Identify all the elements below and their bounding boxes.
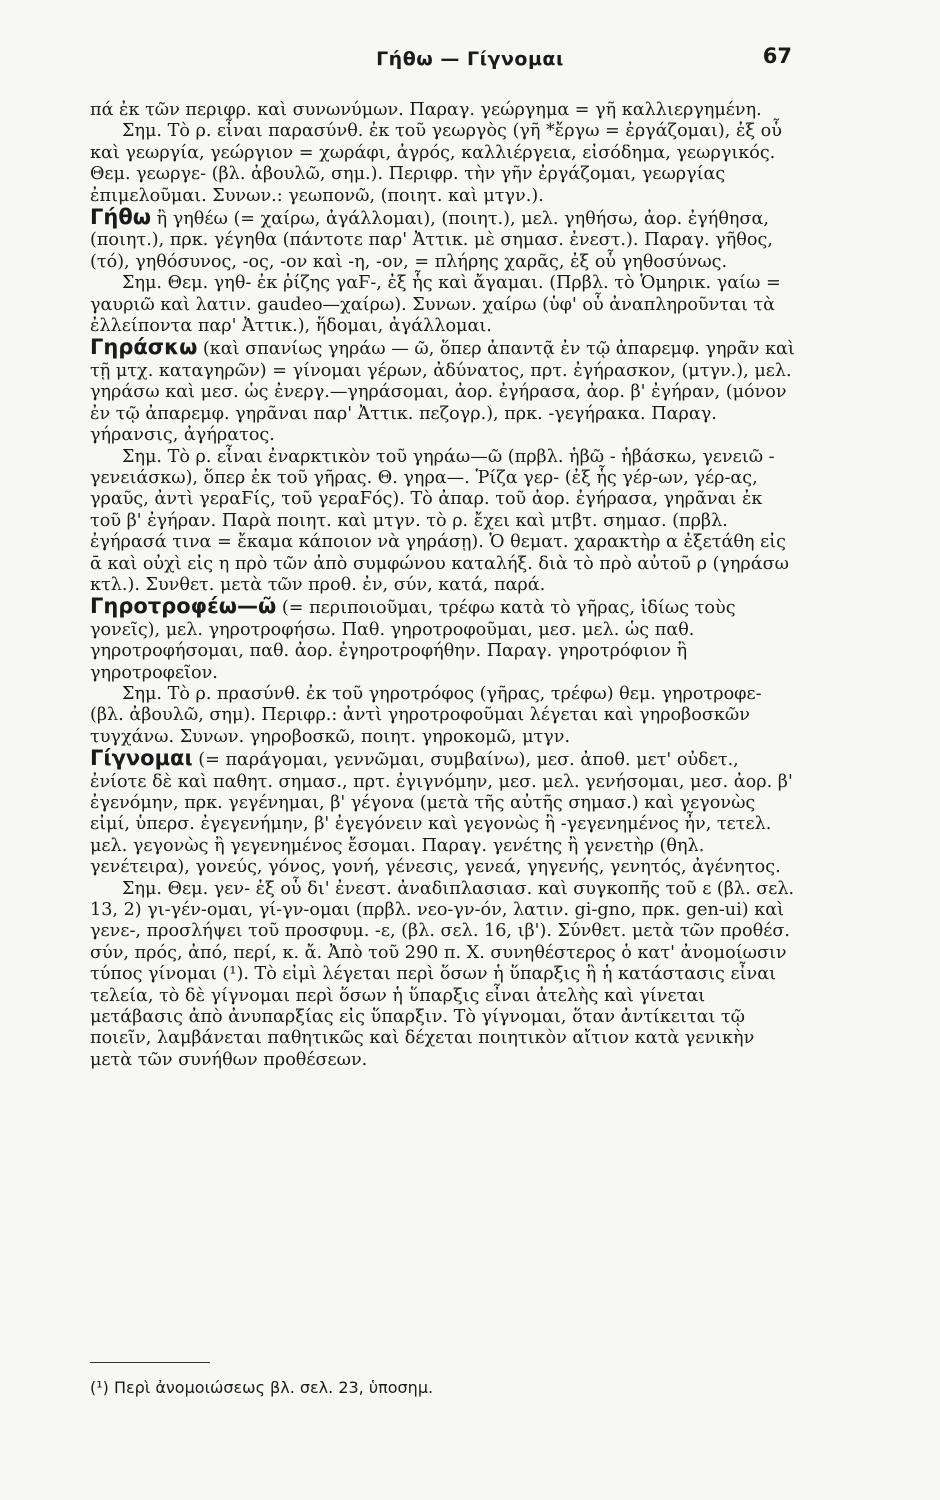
entry-githo [90, 207, 798, 273]
footnote: (¹) Περὶ ἀνομοιώσεως βλ. σελ. 23, ὑποσημ. [90, 1378, 434, 1397]
note-paragraph: Σημ. Θεμ. γεν- ἐξ οὗ δι' ἐνεστ. ἀναδιπλασιασ. καὶ συγκοπῆς τοῦ ε (βλ. σελ. 13, 2) γι-γέν-ομαι, γί-γν-ομαι (πρβλ. νεο-γν-όν, λατιν. gi-gno, πρκ. gen-ui) καὶ γενε-, προσλήψει τοῦ προσφυμ. -ε, (βλ. σελ. 16, ιβ'). Σύνθετ. μετὰ τῶν προθέσ. σύν, πρός, ἀπό, περί, κ. ἄ. Ἀπὸ τοῦ 290 π. Χ. συνηθέστερος ὁ κατ' ἀνομοίωσιν τύπος γίνομαι (¹). Τὸ εἰμὶ λέγεται περὶ ὅσων ἡ ὕπαρξις ἢ ἡ κατάστασις εἶναι τελεία, τὸ δὲ γίγνομαι περὶ ὅσων ἡ ὕπαρξις εἶναι ἀτελὴς καὶ γίνεται μετάβασις ἀπὸ ἀνυπαρξίας εἰς ὕπαρξιν. Τὸ γίγνομαι, ὅταν ἀντίκειται τῷ ποιεῖν, λαμβάνεται παθητικῶς καὶ δέχεται ποιητικὸν αἴτιον κατὰ γενικὴν μετὰ τῶν συνήθων προθέσεων. [90, 878, 795, 1070]
entry-geraskō [90, 337, 798, 446]
entry-text: (= παράγομαι, γεννῶμαι, συμβαίνω), μεσ. ἀποθ. μετ' οὐδετ., ἐνίοτε δὲ καὶ παθητ. σημασ., πρτ. ἐγιγνόμην, μεσ. μελ. γενήσομαι, μεσ. ἀορ. β' ἐγενόμην, πρκ. γεγένημαι, β' γέγονα (μετὰ τῆς αὐτῆς σημασ.) καὶ γεγονὼς εἰμί, ὑπερσ. ἐγεγενήμην, β' ἐγεγόνειν καὶ γεγονὼς ἢ -γεγενημένος ἦν, τετελ. μελ. γεγονὼς ἢ γεγενημένος ἔσομαι. Παραγ. γενέτης ἢ γενετὴρ (θηλ. γενέτειρα), γονεύς, γόνος, γονή, γένεσις, γενεά, γηγενής, γενητός, ἀγένητος. [90, 750, 793, 878]
entry-continuation: πά ἐκ τῶν περιφρ. καὶ συνωνύμων. Παραγ. γεώργημα = γῆ καλλιεργημένη. [90, 100, 762, 120]
note-paragraph: Σημ. Τὸ ρ. εἶναι ἐναρκτικὸν τοῦ γηράω—ῶ (πρβλ. ἡβῶ - ἡβάσκω, γενειῶ - γενειάσκω), ὅπερ ἐκ τοῦ γῆρας. Θ. γηρα—. Ῥίζα γερ- (ἐξ ἧς γέρ-ων, γέρ-ας, γραῦς, ἀντὶ γεραϜίς, τοῦ γεραϜός). Τὸ ἀπαρ. τοῦ ἀορ. ἐγήρασα, γηρᾶναι ἐκ τοῦ β' ἐγήραν. Παρὰ ποιητ. καὶ μτγν. τὸ ρ. ἔχει καὶ μτβτ. σημασ. (πρβλ. ἐγήρασά τινα = ἔκαμα κάποιον νὰ γηράσῃ). Ὁ θεματ. χαρακτὴρ α ἐξετάθη εἰς ᾱ καὶ οὐχὶ εἰς η πρὸ τῶν ἀπὸ συμφώνου καταλήξ. διὰ τὸ πρὸ αὐτοῦ ρ (γηράσω κτλ.). Συνθετ. μετὰ τῶν προθ. ἐν, σύν, κατά, παρά. [90, 446, 789, 595]
headword: Γηράσκω [90, 335, 198, 360]
page-number: 67 [762, 44, 792, 68]
entry-text: ἢ γηθέω (= χαίρω, ἀγάλλομαι), (ποιητ.), μελ. γηθήσω, ἀορ. ἐγήθησα, (ποιητ.), πρκ. γέγηθα (πάντοτε παρ' Ἀττικ. μὲ σημασ. ἐνεστ.). Παραγ. γῆθος, (τό), γηθόσυνος, -ος, -ον καὶ -η, -ον, = πλήρης χαρᾶς, ἐξ οὗ γηθοσύνως. [90, 209, 773, 272]
footnote-divider [90, 1362, 210, 1363]
page-body [90, 100, 798, 1071]
headword: Γηροτροφέω—ῶ [90, 594, 277, 619]
page-header [0, 44, 940, 76]
note-paragraph: Σημ. Θεμ. γηθ- ἐκ ῥίζης γαϜ-, ἐξ ἧς καὶ ἄγαμαι. (Πρβλ. τὸ Ὁμηρικ. γαίω = γαυριῶ καὶ λατιν. gaudeo—χαίρω). Συνων. χαίρω (ὑφ' οὗ ἀναπληροῦνται τὰ ἐλλείποντα παρ' Ἀττικ.), ἥδομαι, ἀγάλλομαι. [90, 273, 781, 337]
note-paragraph: Σημ. Τὸ ρ. πρασύνθ. ἐκ τοῦ γηροτρόφος (γῆρας, τρέφω) θεμ. γηροτροφε- (βλ. ἀβουλῶ, σημ). Περιφρ.: ἀντὶ γηροτροφοῦμαι λέγεται καὶ γηροβοσκῶν τυγχάνω. Συνων. γηροβοσκῶ, ποιητ. γηροκομῶ, μτγν. [90, 683, 762, 747]
entry-text: (= περιποιοῦμαι, τρέφω κατὰ τὸ γῆρας, ἰδίως τοὺς γονεῖς), μελ. γηροτροφήσω. Παθ. γηροτροφοῦμαι, μεσ. μελ. ὡς παθ. γηροτροφήσομαι, παθ. ἀορ. ἐγηροτροφήθην. Παραγ. γηροτρόφιον ἢ γηροτροφεῖον. [90, 598, 736, 683]
headword: Γίγνομαι [90, 746, 193, 771]
headword: Γήθω [90, 205, 152, 230]
note-paragraph: Σημ. Τὸ ρ. εἶναι παρασύνθ. ἐκ τοῦ γεωργὸς (γῆ *ἔργω = ἐργάζομαι), ἐξ οὗ καὶ γεωργία, γεώργιον = χωράφι, ἀγρός, καλλιέργεια, εἰσόδημα, γεωργικός. Θεμ. γεωργε- (βλ. ἀβουλῶ, σημ.). Περιφρ. τὴν γῆν ἐργάζομαι, γεωργίας ἐπιμελοῦμαι. Συνων.: γεωπονῶ, (ποιητ. καὶ μτγν.). [90, 121, 782, 206]
entry-gignomai [90, 748, 798, 878]
running-title: Γήθω — Γίγνομαι [376, 48, 564, 70]
entry-text: (καὶ σπανίως γηράω — ῶ, ὅπερ ἀπαντᾷ ἐν τῷ ἀπαρεμφ. γηρᾶν καὶ τῇ μτχ. καταγηρῶν) = γίνομαι γέρων, ἀδύνατος, πρτ. ἐγήρασκον, (μτγν.), μελ. γηράσω καὶ μεσ. ὡς ἐνεργ.—γηράσομαι, ἀορ. ἐγήρασα, ἀορ. β' ἐγήραν, (μόνον ἐν τῷ ἀπαρεμφ. γηρᾶναι παρ' Ἀττικ. πεζογρ.), πρκ. -γεγήρακα. Παραγ. γήρανσις, ἀγήρατος. [90, 339, 795, 446]
entry-gerotropheo [90, 596, 798, 684]
